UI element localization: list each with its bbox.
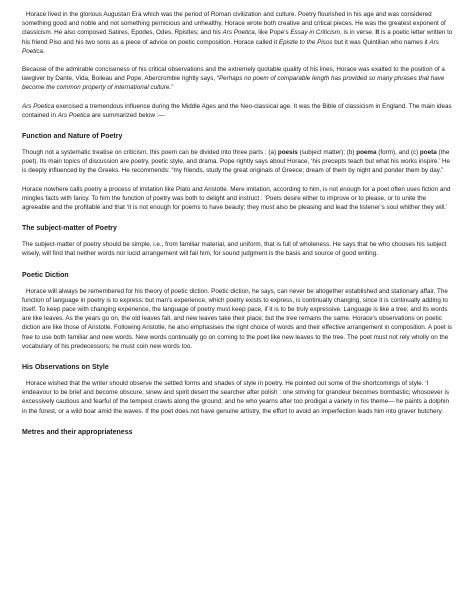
style-paragraph-1: Horace wished that the writer should observe the settled forms and shades of style in poetry. He pointed out some of the shortcomings of style. ‘I endeavour to be brief and become obscure; sinew and spirit desert the searcher after polish : one striving for grandeur becomes bombastic; whosoever is excessively cautious and fearful of the tempest crawls along the ground; and he who yearns after too prodigal a variety in his theme— he paints a dolphin in the forest, or a wild boar amid the waves. If the poet does not have genuine artistry, the effort to avoid an imperfection leads him into graver butchery.	[22, 380, 450, 415]
text: Though not a systematic treatise on criticism, this poem can be divided into three parts : (a)	[22, 149, 278, 157]
text: are summarized below :—	[89, 111, 165, 119]
section-heading-metres: Metres and their appropriateness	[22, 428, 133, 436]
section-heading-subject: The subject-matter of Poetry	[22, 225, 117, 233]
function-paragraph-1	[22, 148, 454, 176]
term-poema: poema	[356, 149, 377, 157]
section-heading-style: His Observations on Style	[22, 364, 109, 372]
diction-paragraph-1: Horace will always be remembered for his theory of poetic diction. Poetic diction, he says, can never be altogether established and stationary affair. The function of language in poetry is to express; but man’s experience, which poetry exists to express, is continually changing, since it is continually adding to itself. To keep pace with changing experience, the language of poetry must keep pace, if it is to be truly expressive. Language is like a tree; and its words are like leaves. As the years go on, the old leaves fall, and new leaves take their place; but the tree remains the same. Horace’s observations on poetic diction are like those of Aristotle. Following Aristotle, he also emphasises the right choice of words and their effective arrangement in composition. A poet is free to use both familiar and new words. New words continually go on coming to the poet like new leaves to the tree. The poet must not rely wholly on the vocabulary of his predecessors; he must coin new words too.	[22, 287, 453, 350]
abercrombie-quote: “Perhaps no poem of comparable length has provided so many phrases that have become the common property of international culture.”	[22, 75, 445, 92]
text: but it was Quintilian who names it	[332, 38, 430, 46]
intro-paragraph-1	[22, 10, 454, 56]
text: (subject matter); (b)	[297, 149, 357, 157]
text: (form), and (c)	[376, 149, 420, 157]
title-essay-in-criticism: Essay in Criticism	[290, 29, 341, 37]
intro-paragraph-3	[22, 102, 454, 120]
term-poesis: poesis	[277, 149, 298, 157]
text: Horace lived in the glorious Augustan Era which was the period of Roman civilization and culture. Poetry flourished in his age and was considered something good and noble and not something pernicious and unhealthy. Horace wrote both creative and critical pieces. He was the greatest exponent of classicism. He also composed Satires, Epodes, Odes, Rpistles; and his	[22, 11, 446, 37]
section-heading-diction: Poetic Diction	[22, 271, 69, 279]
text: is a poetic letter written to his friend Piso and his two sons as a piece of advice on poetic composition. Horace called it	[22, 29, 453, 46]
text: (the poet). Its main topics of discussion are poetry, poetic style, and drama. Pope rightly says about Horace, ‘his precepts teach but what his works inspire.’ He is deeply influenced by the Greeks. He recommends: “my friends, study the great originals of Greece; dream of them by night and ponder them by day.”	[22, 149, 451, 175]
function-paragraph-2: Horace nowhere calls poetry a process of imitation like Plato and Aristotle. Mere imitation, according to him, is not enough for a poet often uses fiction and mingles facts with fancy. To him the function of poetry was both to delight and instruct : ‘Poets desire either to improve or to please, or to unite the agreeable and the profitablé and that ‘it is not enough for poems to have beauty; they must also be pleasing and lead the listener’s soul whither they will.’	[22, 185, 451, 212]
text: .	[43, 47, 45, 55]
intro-paragraph-2	[22, 65, 454, 93]
subject-paragraph-1: The subject-matter of poetry should be simple, i.e., from familiar material, and uniform, that is full of wholeness. He says that he who chooses his subject wisely, will find that neither words nor lucid arrangement will fail him, for sound judgment is the basis and source of good writing.	[22, 241, 447, 258]
bold-word: It	[375, 29, 380, 37]
text: Because of the admirable conciseness of his critical observations and the extremely quotable quality of his lines, Horace was exalted to the position of a lawgiver by Dante, Vida, Boileau and Pope. Abercrombie rightly says,	[22, 66, 445, 83]
title-ars-poetica: Ars Poetica	[222, 29, 255, 37]
title-epistle: Epistle to the Pisos	[278, 38, 333, 46]
section-heading-function: Function and Nature of Poetry	[22, 133, 123, 141]
title-ars-poetica: Ars Poetica	[22, 102, 55, 110]
text: , like Pope’s	[254, 29, 291, 37]
title-ars-poetica: Ars Poetica	[22, 38, 439, 55]
term-poeta: poeta	[419, 149, 437, 157]
text: , is in verse.	[340, 29, 376, 37]
text: exercised a tremendous influence during the Middle Ages and the Neo-classical age. It was the Bible of classicism in England. The main ideas contained in	[22, 102, 452, 119]
title-ars-poetica: Ars Poetica	[57, 111, 90, 119]
